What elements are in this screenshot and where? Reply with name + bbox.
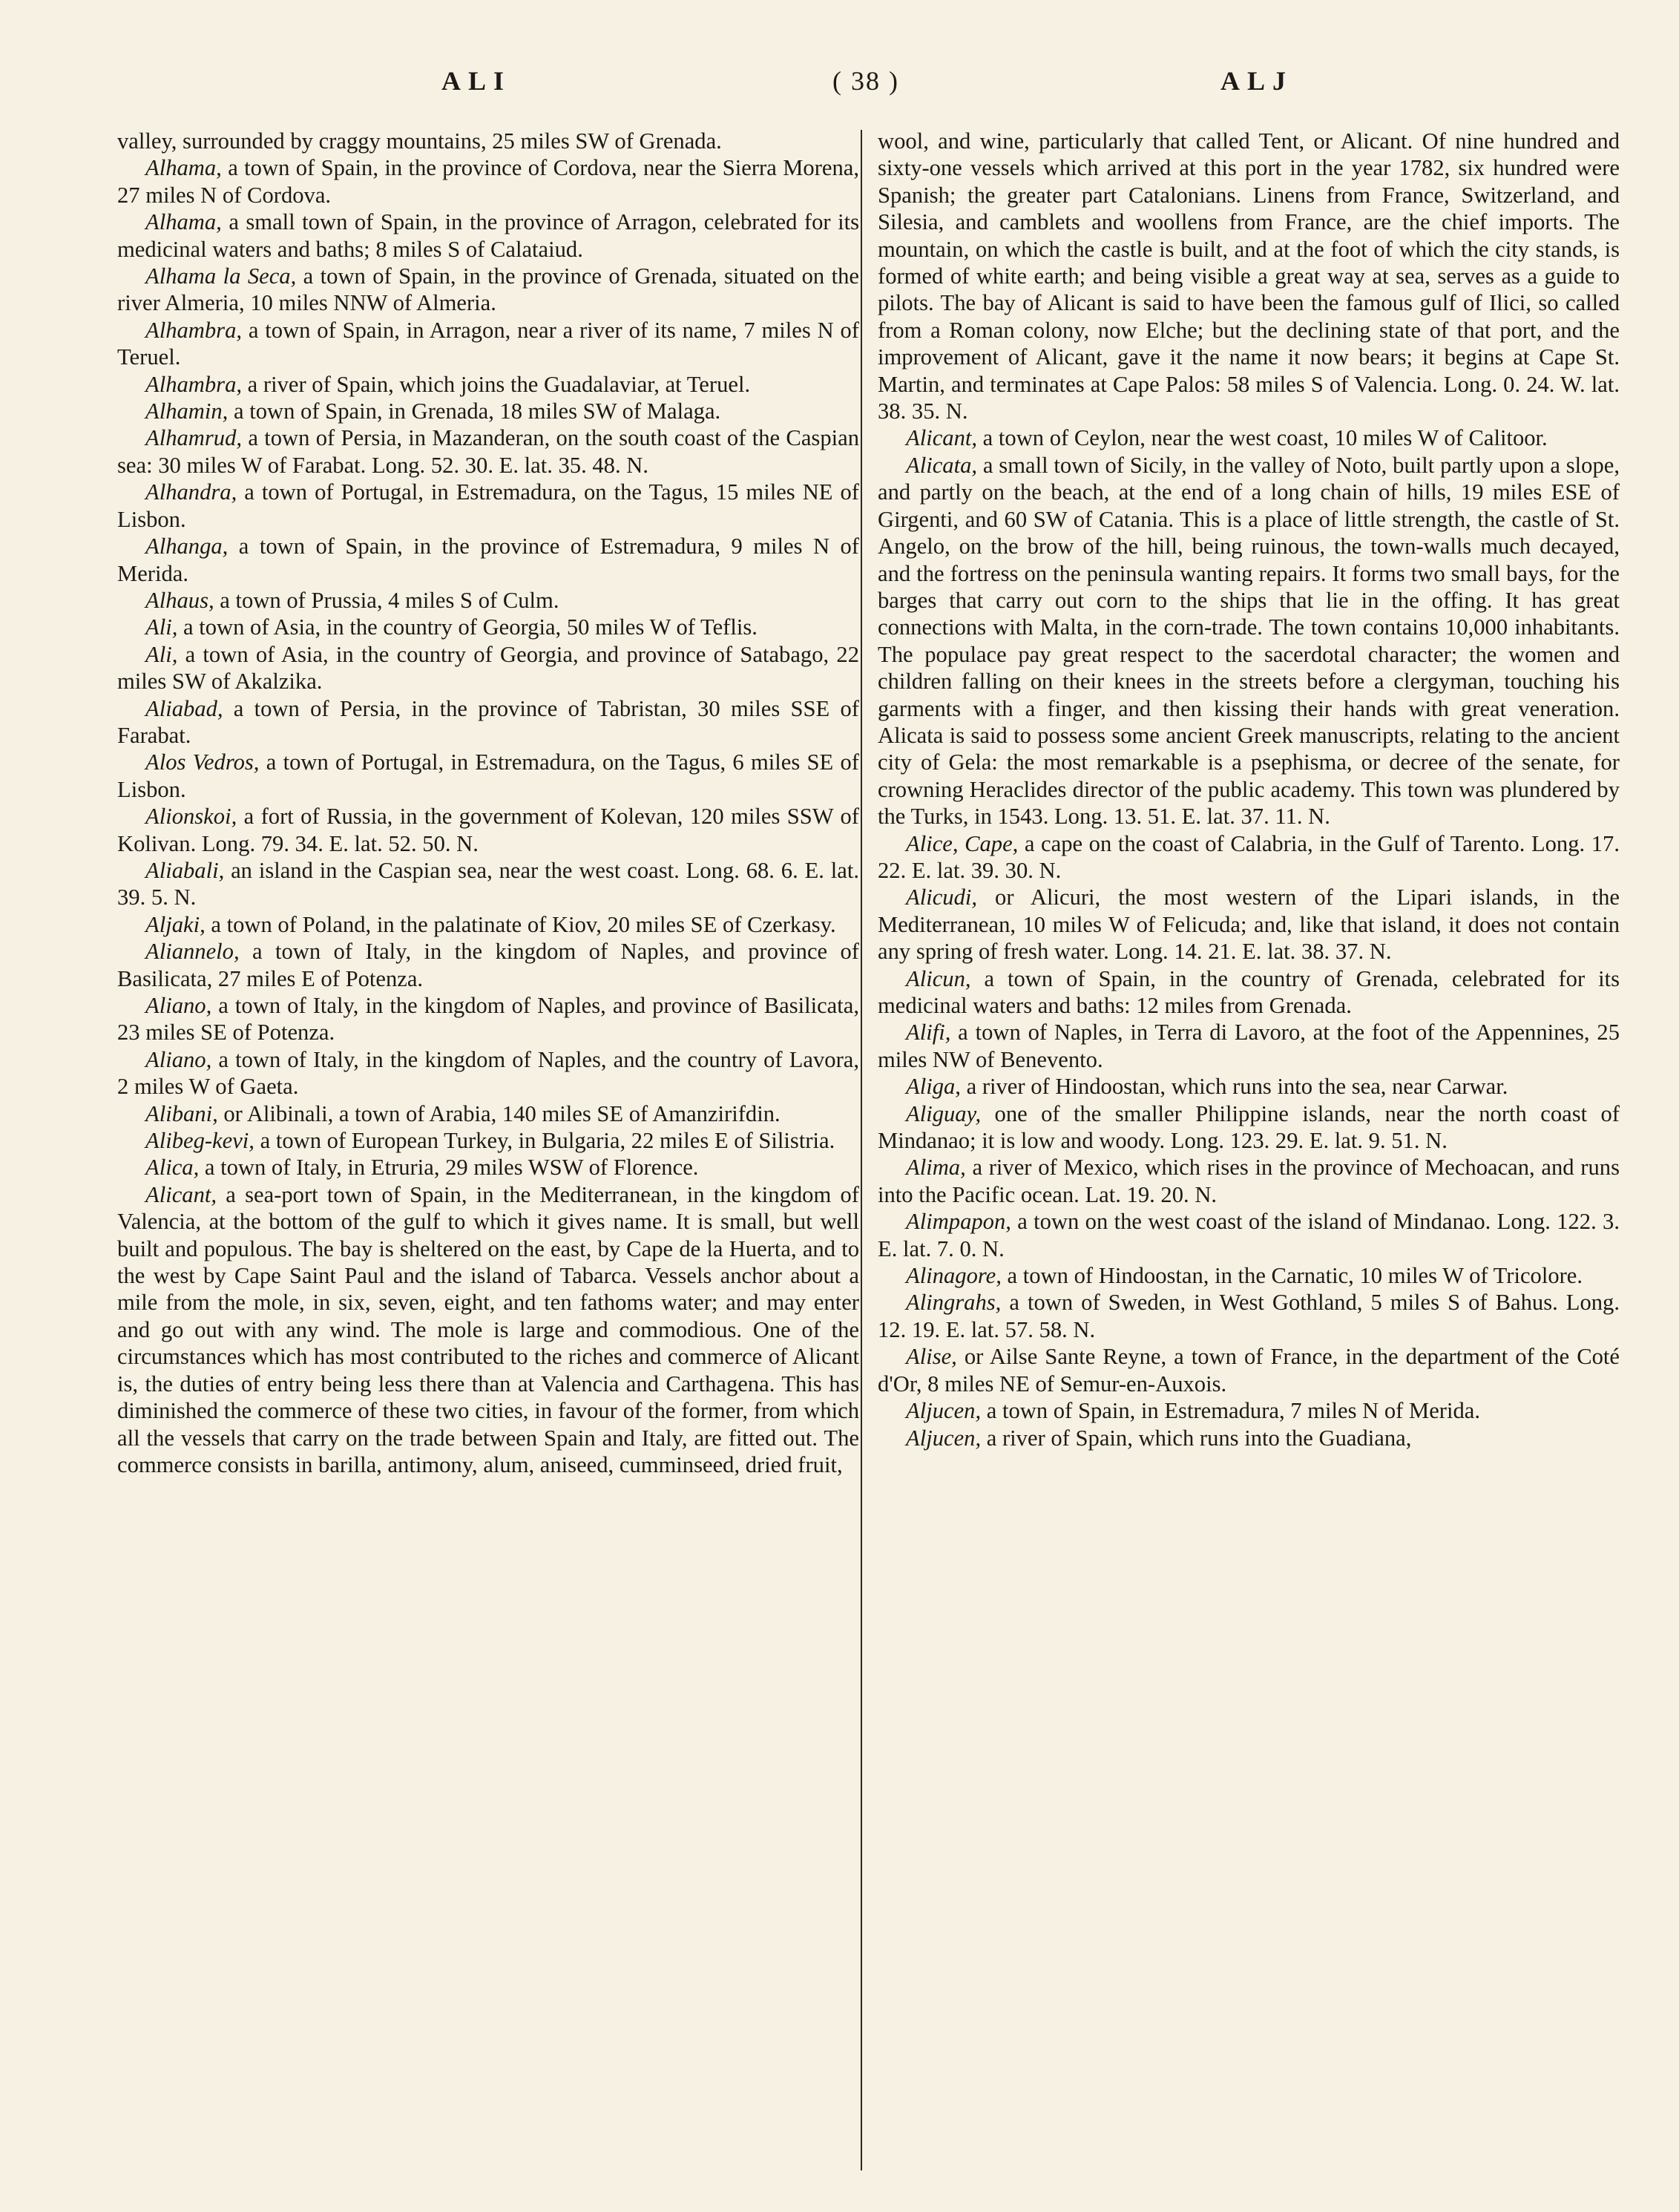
entry-headword: Aliguay,: [906, 1100, 982, 1126]
entry-text: a town of Italy, in the kingdom of Naples, and province of Basilicata, 27 miles E of Potenza.: [117, 939, 859, 991]
entry-text: or Ailse Sante Reyne, a town of France, in the department of the Coté d'Or, 8 miles NE of Semur-en-Auxois.: [878, 1344, 1620, 1397]
gazetteer-entry: [117, 749, 859, 803]
entry-text: a fort of Russia, in the government of Kolevan, 120 miles SSW of Kolivan. Long. 79. 34. E. lat. 52. 50. N.: [117, 804, 859, 856]
entry-text: a town of Spain, in the province of Estremadura, 9 miles N of Merida.: [117, 534, 859, 586]
gazetteer-entry: [117, 398, 859, 424]
gazetteer-entry: [878, 1073, 1620, 1100]
left-column: [117, 128, 859, 1478]
entry-headword: Alhamin,: [145, 398, 229, 424]
entry-headword: Alifi,: [906, 1020, 951, 1046]
entry-headword: Aliga,: [906, 1074, 961, 1100]
entry-text: a river of Hindoostan, which runs into the sea, near Carwar.: [960, 1074, 1508, 1100]
entry-text: a town of Ceylon, near the west coast, 10 miles W of Calitoor.: [977, 425, 1548, 451]
entry-text: a small town of Sicily, in the valley of Noto, built partly upon a slope, and partly on the beach, at the end of a long chain of hills, 19 miles ESE of Girgenti, and 60 SW of Catania. This is a place of little strength, the castle of St. Angelo, on the brow of the hill, being ruinous, the town-walls much decayed, and the fortress on the peninsula wanting repairs. It forms two small bays, for the barges that carry out corn to the ships that lie in the offing. It has great connections with Malta, in the corn-trade. The town contains 10,000 inhabitants. The populace pay great respect to the sacerdotal character; the women and children falling on their knees in the streets before a clergyman, touching his garments with a finger, and then kissing their hands with great veneration. Alicata is said to possess some ancient Greek manuscripts, relating to the ancient city of Gela: the most remarkable is a psephisma, or decree of the senate, for crowning Heraclides director of the public academy. This town was plundered by the Turks, in 1543. Long. 13. 51. E. lat. 37. 11. N.: [878, 452, 1620, 830]
gazetteer-entry: [117, 128, 859, 154]
gazetteer-entry: [117, 911, 859, 938]
entry-headword: Alhama,: [145, 209, 222, 235]
gazetteer-entry: [878, 424, 1620, 451]
entry-text: a town of Italy, in the kingdom of Naples, and the country of Lavora, 2 miles W of Gaeta.: [117, 1046, 859, 1100]
gazetteer-entry: [117, 587, 859, 614]
entry-text: a town of Persia, in the province of Tabristan, 30 miles SSE of Farabat.: [117, 695, 859, 748]
gazetteer-entry: [878, 1019, 1620, 1073]
entry-text: a river of Mexico, which rises in the province of Mechoacan, and runs into the Pacific ocean. Lat. 19. 20. N.: [878, 1155, 1620, 1207]
entry-text: or Alicuri, the most western of the Lipari islands, in the Mediterranean, 10 miles W of Felicuda; and, like that island, it does not contain any spring of fresh water. Long. 14. 21. E. lat. 38. 37. N.: [878, 885, 1620, 965]
entry-text: a town of Portugal, in Estremadura, on the Tagus, 15 miles NE of Lisbon.: [117, 479, 859, 532]
entry-text: a town of Spain, in the province of Cordova, near the Sierra Morena, 27 miles N of Cordova.: [117, 155, 859, 208]
gazetteer-entry: [117, 1127, 859, 1154]
entry-headword: Alica,: [145, 1155, 200, 1181]
entry-text: a town of Spain, in Estremadura, 7 miles N of Merida.: [981, 1398, 1481, 1424]
entry-text: a town of Persia, in Mazanderan, on the south coast of the Caspian sea: 30 miles W of Farabat. Long. 52. 30. E. lat. 35. 48. N.: [117, 425, 859, 478]
entry-text: or Alibinali, a town of Arabia, 140 miles SE of Amanzirifdin.: [217, 1100, 781, 1126]
gazetteer-entry: [117, 695, 859, 749]
gazetteer-entry: [878, 1425, 1620, 1451]
entry-headword: Ali,: [145, 641, 178, 667]
gazetteer-entry: [878, 1397, 1620, 1424]
gazetteer-entry: [878, 1100, 1620, 1155]
gazetteer-entry: [117, 263, 859, 317]
entry-text: an island in the Caspian sea, near the west coast. Long. 68. 6. E. lat. 39. 5. N.: [117, 857, 859, 910]
entry-text: a town of Sweden, in West Gothland, 5 miles S of Bahus. Long. 12. 19. E. lat. 57. 58. N.: [878, 1290, 1620, 1342]
gazetteer-entry: [878, 884, 1620, 965]
entry-text: a town on the west coast of the island of Mindanao. Long. 122. 3. E. lat. 7. 0. N.: [878, 1209, 1620, 1261]
entry-text: wool, and wine, particularly that called Tent, or Alicant. Of nine hundred and sixty-one vessels which arrived at this port in the year 1782, six hundred were Spanish; the greater part Catalonians. Linens from France, Switzerland, and Silesia, and camblets and woollens from France, are the chief imports. The mountain, on which the castle is built, and at the foot of which the city stands, is formed of white earth; and being visible a great way at sea, serves as a guide to pilots. The bay of Alicant is said to have been the famous gulf of Ilici, so called from a Roman colony, now Elche; but the declining state of that port, and the improvement of Alicant, gave it the name it now bears; it begins at Cape St. Martin, and terminates at Cape Palos: 58 miles S of Valencia. Long. 0. 24. W. lat. 38. 35. N.: [878, 128, 1620, 424]
entry-text: a town of Portugal, in Estremadura, on the Tagus, 6 miles SE of Lisbon.: [117, 749, 859, 802]
entry-headword: Alicant,: [145, 1181, 217, 1207]
gazetteer-entry: [117, 1046, 859, 1100]
entry-headword: Alhambra,: [145, 371, 243, 397]
gazetteer-entry: [878, 965, 1620, 1020]
entry-text: a town of Spain, in Arragon, near a river of its name, 7 miles N of Teruel.: [117, 317, 859, 370]
entry-headword: Alhamrud,: [145, 425, 243, 451]
gazetteer-entry: [878, 1154, 1620, 1208]
gazetteer-entry: [117, 614, 859, 640]
entry-headword: Alicun,: [906, 965, 971, 991]
entry-headword: Alicant,: [906, 425, 978, 451]
entry-headword: Alhanga,: [145, 534, 229, 559]
page-number: ( 38 ): [832, 66, 899, 96]
entry-headword: Aljucen,: [906, 1425, 982, 1451]
entry-headword: Aliabali,: [145, 857, 225, 883]
gazetteer-entry: [117, 1100, 859, 1127]
entry-headword: Aliannelo,: [145, 939, 240, 965]
entry-text: a town of European Turkey, in Bulgaria, 22 miles E of Silistria.: [254, 1128, 835, 1154]
entry-text: a river of Spain, which joins the Guadalaviar, at Teruel.: [242, 371, 751, 397]
gazetteer-entry: [117, 641, 859, 695]
header-right-guide-word: ALJ: [1220, 66, 1294, 96]
right-column: [878, 128, 1620, 1451]
gazetteer-entry: [117, 857, 859, 911]
gazetteer-entry: [878, 1343, 1620, 1397]
running-header: [0, 65, 1679, 110]
entry-text: a town of Spain, in the province of Grenada, situated on the river Almeria, 10 miles NNW of Almeria.: [117, 263, 860, 316]
entry-text: a town of Italy, in Etruria, 29 miles WSW of Florence.: [199, 1155, 699, 1181]
entry-text: a town of Hindoostan, in the Carnatic, 10 miles W of Tricolore.: [1001, 1263, 1583, 1289]
entry-headword: Alhama la Seca,: [145, 263, 297, 289]
entry-headword: Aliabad,: [145, 695, 223, 721]
entry-headword: Alicata,: [906, 452, 978, 478]
gazetteer-entry: [117, 533, 859, 587]
entry-text: a town of Asia, in the country of Georgia, 50 miles W of Teflis.: [177, 614, 758, 640]
gazetteer-entry: [117, 1181, 859, 1478]
gazetteer-entry: [117, 938, 859, 992]
column-divider: [861, 130, 862, 2170]
gazetteer-entry: [117, 209, 859, 263]
entry-text: a town of Prussia, 4 miles S of Culm.: [214, 587, 559, 613]
entry-text: one of the smaller Philippine islands, near the north coast of Mindanao; it is low and woody. Long. 123. 29. E. lat. 9. 51. N.: [878, 1100, 1620, 1154]
gazetteer-entry: [117, 424, 859, 479]
entry-text: a town of Asia, in the country of Georgia, and province of Satabago, 22 miles SW of Akalzika.: [117, 641, 859, 695]
entry-headword: Ali,: [145, 614, 178, 640]
gazetteer-entry: [117, 371, 859, 398]
gazetteer-entry: [117, 317, 859, 371]
entry-text: a sea-port town of Spain, in the Mediterranean, in the kingdom of Valencia, at the bottom of the gulf to which it gives name. It is small, but well built and populous. The bay is sheltered on the east, by Cape de la Huerta, and to the west by Cape Saint Paul and the island of Tabarca. Vessels anchor about a mile from the mole, in six, seven, eight, and ten fathoms water; and may enter and go out with any wind. The mole is large and commodious. One of the circumstances which has most contributed to the riches and commerce of Alicant is, the duties of entry being less there than at Valencia and Carthagena. This has diminished the commerce of these two cities, in favour of the former, from which all the vessels that carry on the trade between Spain and Italy, are fitted out. The commerce consists in barilla, antimony, alum, aniseed, cumminseed, dried fruit,: [117, 1181, 859, 1477]
gazetteer-entry: [878, 1289, 1620, 1343]
entry-text: a town of Italy, in the kingdom of Naples, and province of Basilicata, 23 miles SE of Potenza.: [117, 993, 859, 1046]
entry-text: valley, surrounded by craggy mountains, 25 miles SW of Grenada.: [117, 128, 722, 154]
entry-headword: Alima,: [906, 1155, 966, 1181]
entry-headword: Alinagore,: [906, 1263, 1002, 1289]
gazetteer-entry: [117, 154, 859, 209]
entry-text: a town of Spain, in Grenada, 18 miles SW of Malaga.: [228, 398, 721, 424]
entry-headword: Aljaki,: [145, 911, 206, 937]
entry-text: a town of Naples, in Terra di Lavoro, at the foot of the Appennines, 25 miles NW of Benevento.: [878, 1020, 1620, 1072]
entry-headword: Alibeg-kevi,: [145, 1128, 254, 1154]
gazetteer-entry: [117, 803, 859, 857]
entry-headword: Alhandra,: [145, 479, 237, 505]
entry-headword: Alimpapon,: [906, 1209, 1011, 1235]
entry-headword: Alhama,: [145, 155, 222, 181]
entry-headword: Aliano,: [145, 1046, 212, 1072]
gazetteer-entry: [117, 992, 859, 1046]
entry-text: a town of Poland, in the palatinate of Kiov, 20 miles SE of Czerkasy.: [205, 911, 836, 937]
gazetteer-entry: [878, 830, 1620, 885]
entry-text: a cape on the coast of Calabria, in the Gulf of Tarento. Long. 17. 22. E. lat. 39. 30. N.: [878, 830, 1620, 883]
gazetteer-entry: [878, 452, 1620, 830]
entry-text: a small town of Spain, in the province of Arragon, celebrated for its medicinal waters and baths; 8 miles S of Calataiud.: [117, 209, 859, 262]
gazetteer-entry: [117, 1154, 859, 1181]
entry-headword: Alionskoi,: [145, 804, 237, 830]
gazetteer-entry: [878, 128, 1620, 424]
gazetteer-entry: [878, 1208, 1620, 1262]
entry-headword: Alos Vedros,: [145, 749, 260, 775]
entry-headword: Alicudi,: [906, 885, 978, 910]
gazetteer-entry: [117, 479, 859, 533]
gazetteer-entry: [878, 1262, 1620, 1289]
entry-headword: Alibani,: [145, 1100, 218, 1126]
entry-headword: Alice, Cape,: [906, 830, 1019, 856]
header-left-guide-word: ALI: [441, 66, 512, 96]
entry-headword: Alhaus,: [145, 587, 214, 613]
entry-text: a town of Spain, in the country of Grenada, celebrated for its medicinal waters and baths: 12 miles from Grenada.: [878, 965, 1620, 1018]
entry-text: a river of Spain, which runs into the Guadiana,: [981, 1425, 1412, 1451]
entry-headword: Alise,: [906, 1344, 957, 1370]
entry-headword: Aliano,: [145, 993, 212, 1018]
entry-headword: Aljucen,: [906, 1398, 982, 1424]
entry-headword: Alingrahs,: [906, 1290, 1002, 1316]
entry-headword: Alhambra,: [145, 317, 243, 343]
